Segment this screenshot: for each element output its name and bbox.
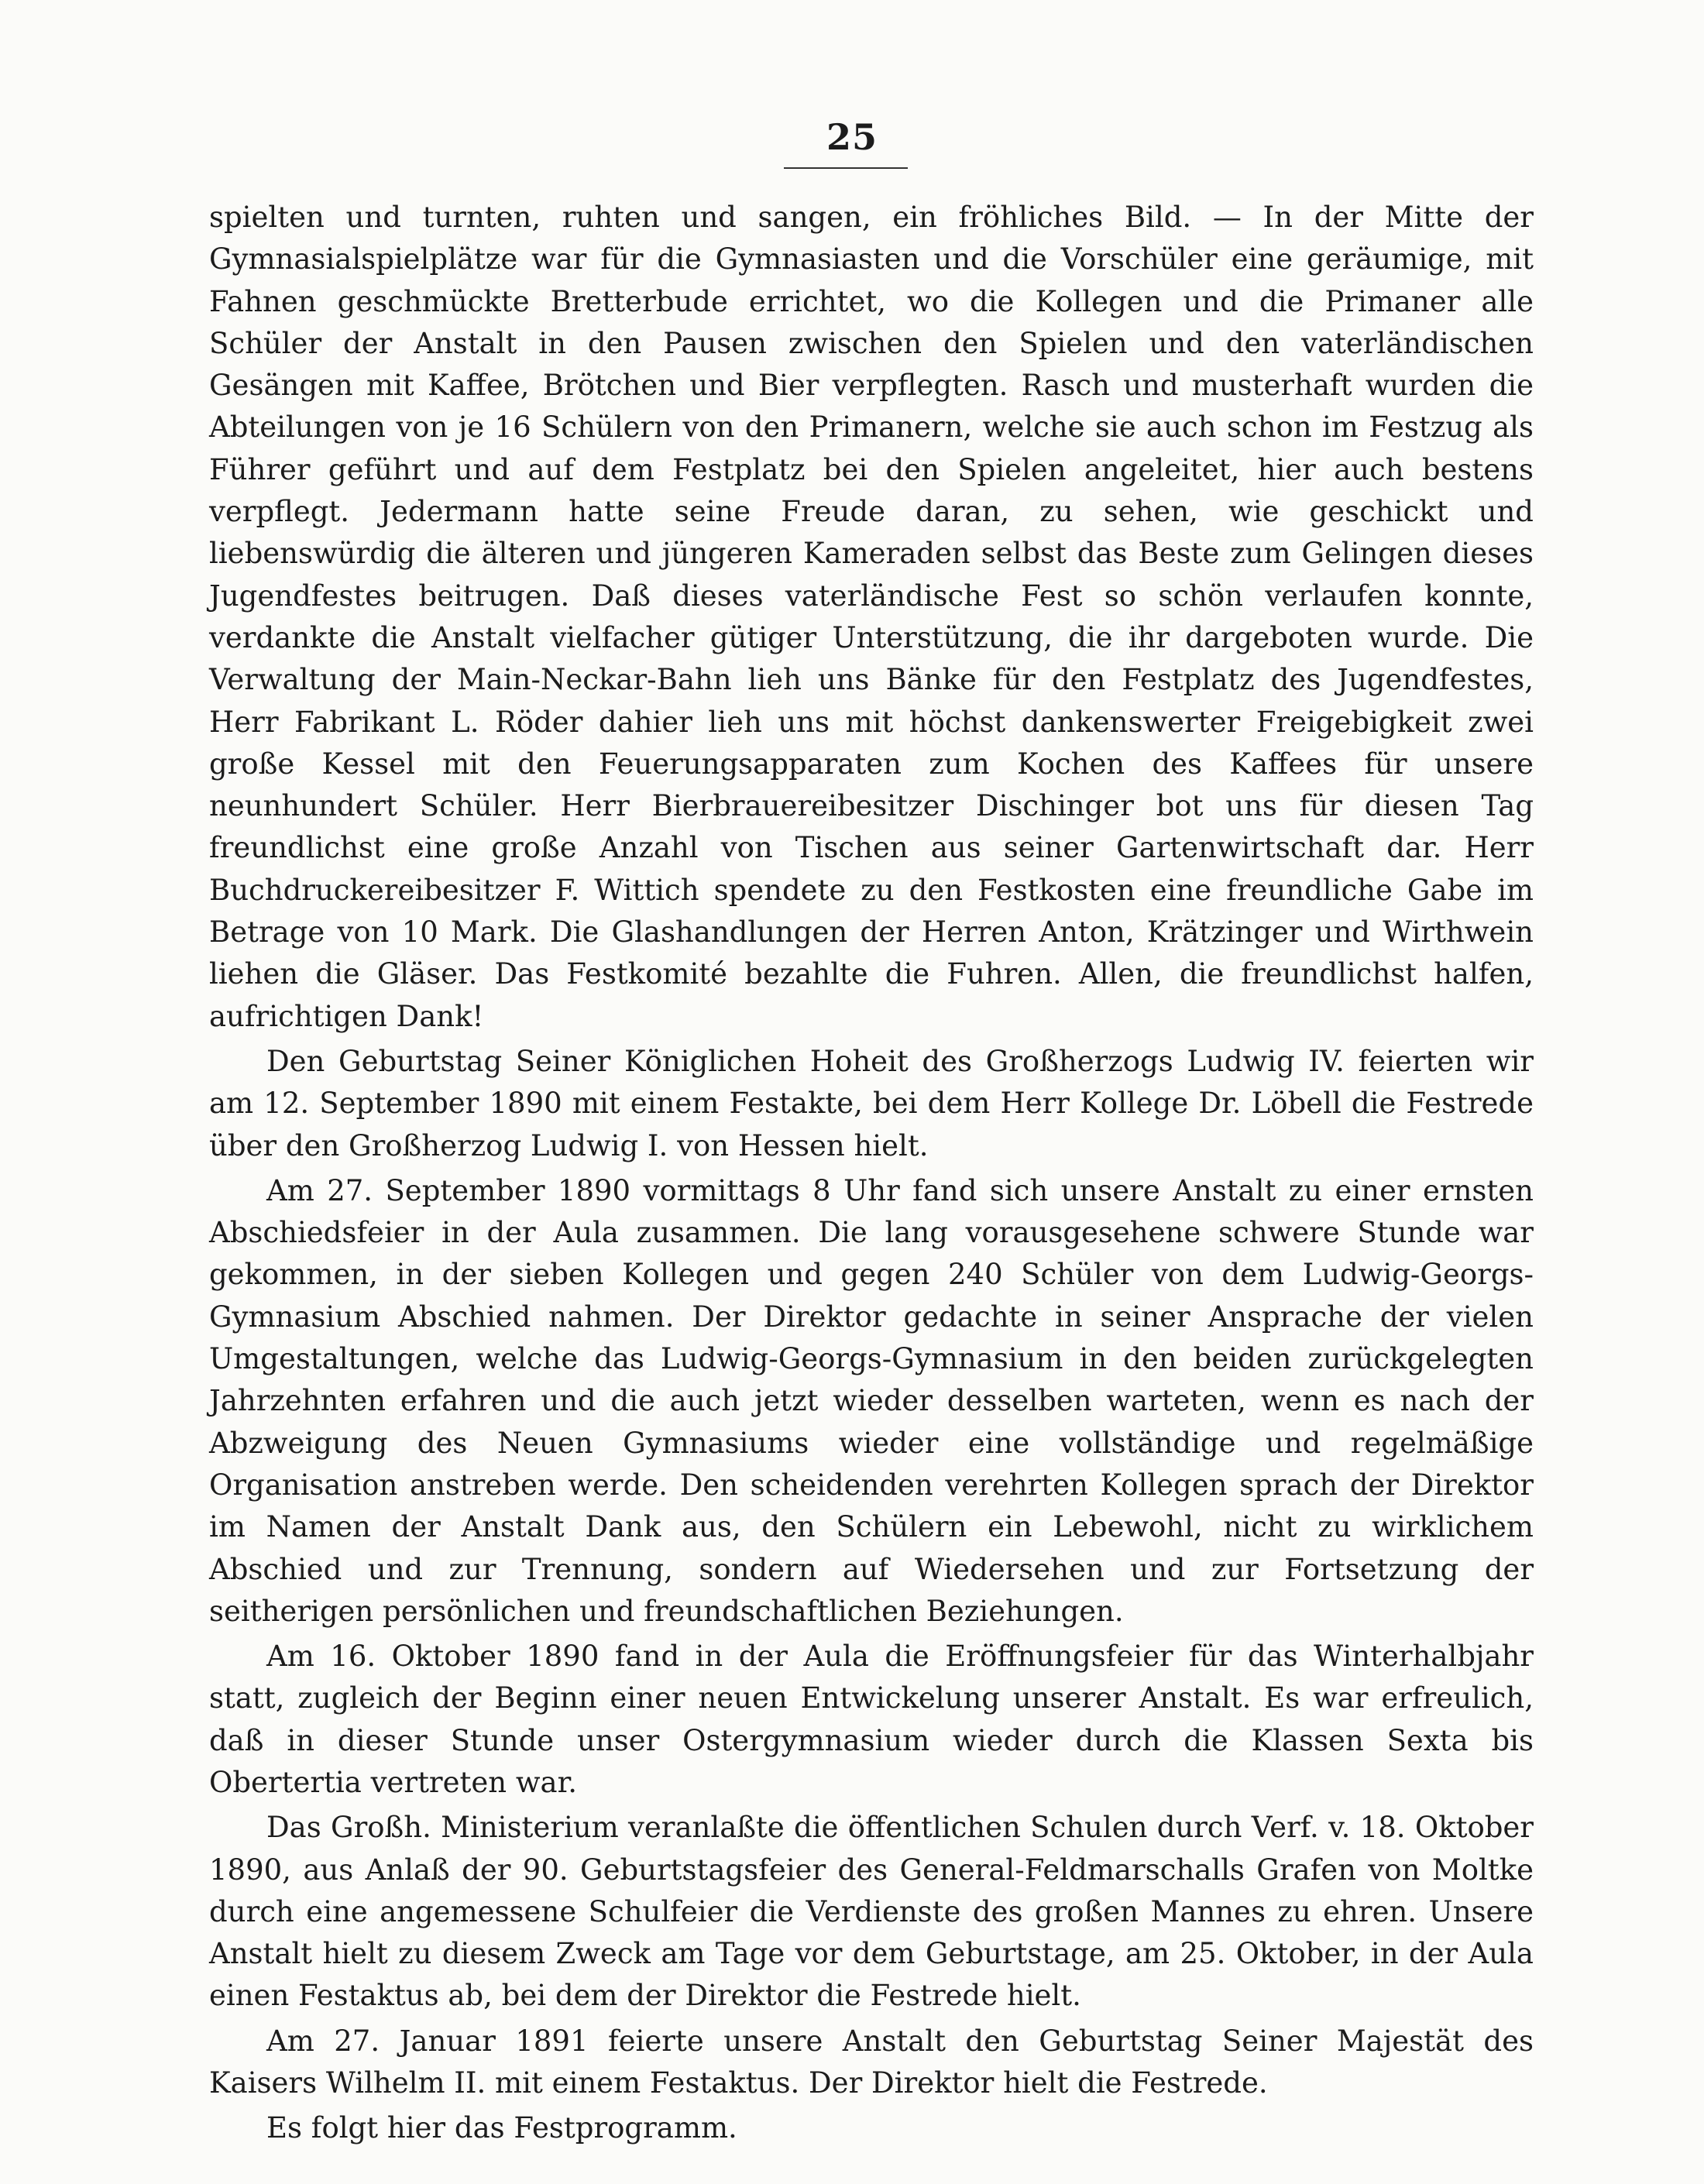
- paragraph-winter-semester-opening: Am 16. Oktober 1890 fand in der Aula die Eröffnungsfeier für das Winterhalbjahr statt, zugleich der Beginn einer neuen Entwickelung unserer Anstalt. Es war erfreulich, daß in dieser Stunde unser Ostergymnasium wieder durch die Klassen Sexta bis Obertertia vertreten war.: [209, 1640, 1534, 1799]
- page-number: 25: [826, 116, 878, 158]
- body-text: [209, 197, 1534, 2153]
- paragraph-grand-duke-birthday: Den Geburtstag Seiner Königlichen Hoheit des Großherzogs Ludwig IV. feierten wir am 12. September 1890 mit einem Festakte, bei dem Herr Kollege Dr. Löbell die Festrede über den Großherzog Ludwig I. von Hessen hielt.: [209, 1044, 1534, 1162]
- paragraph-festival-continuation: spielten und turnten, ruhten und sangen, ein fröhliches Bild. — In der Mitte der Gymnasialspielplätze war für die Gymnasiasten und die Vorschüler eine geräumige, mit Fahnen geschmückte Bretterbude errichtet, wo die Kollegen und die Primaner alle Schüler der Anstalt in den Pausen zwischen den Spielen und den vaterländischen Gesängen mit Kaffee, Brötchen und Bier verpflegten. Rasch und musterhaft wurden die Abteilungen von je 16 Schülern von den Primanern, welche sie auch schon im Festzug als Führer geführt und auf dem Festplatz bei den Spielen angeleitet, hier auch bestens verpflegt. Jedermann hatte seine Freude daran, zu sehen, wie geschickt und liebenswürdig die älteren und jüngeren Kameraden selbst das Beste zum Gelingen dieses Jugendfestes beitrugen. Daß dieses vaterländische Fest so schön verlaufen konnte, verdankte die Anstalt vielfacher gütiger Unterstützung, die ihr dargeboten wurde. Die Verwaltung der Main-Neckar-Bahn lieh uns Bänke für den Festplatz des Jugendfestes, Herr Fabrikant L. Röder dahier lieh uns mit höchst dankenswerter Freigebigkeit zwei große Kessel mit den Feuerungsapparaten zum Kochen des Kaffees für unsere neunhundert Schüler. Herr Bierbrauereibesitzer Dischinger bot uns für diesen Tag freundlichst eine große Anzahl von Tischen aus seiner Gartenwirtschaft dar. Herr Buchdruckereibesitzer F. Wittich spendete zu den Festkosten eine freundliche Gabe im Betrage von 10 Mark. Die Glashandlungen der Herren Anton, Krätzinger und Wirthwein liehen die Gläser. Das Festkomité bezahlte die Fuhren. Allen, die freundlichst halfen, aufrichtigen Dank!: [209, 201, 1534, 1033]
- paragraph-program-intro: Es folgt hier das Festprogramm.: [266, 2111, 737, 2145]
- page-number-rule: [784, 167, 908, 169]
- paragraph-farewell-ceremony: Am 27. September 1890 vormittags 8 Uhr fand sich unsere Anstalt zu einer ernsten Abschiedsfeier in der Aula zusammen. Die lang vorausgesehene schwere Stunde war gekommen, in der sieben Kollegen und gegen 240 Schüler von dem Ludwig-Georgs-Gymnasium Abschied nahmen. Der Direktor gedachte in seiner Ansprache der vielen Umgestaltungen, welche das Ludwig-Georgs-Gymnasium in den beiden zurückgelegten Jahrzehnten erfahren und die auch jetzt wieder desselben warteten, wenn es nach der Abzweigung des Neuen Gymnasiums wieder eine vollständige und regelmäßige Organisation anstreben werde. Den scheidenden verehrten Kollegen sprach der Direktor im Namen der Anstalt Dank aus, den Schülern ein Lebewohl, nicht zu wirklichem Abschied und zur Trennung, sondern auf Wiedersehen und zur Fortsetzung der seitherigen persönlichen und freundschaftlichen Beziehungen.: [209, 1173, 1534, 1628]
- paragraph-kaiser-birthday: Am 27. Januar 1891 feierte unsere Anstalt den Geburtstag Seiner Majestät des Kaisers Wilhelm II. mit einem Festaktus. Der Direktor hielt die Festrede.: [209, 2024, 1534, 2100]
- paragraph-moltke-celebration: Das Großh. Ministerium veranlaßte die öffentlichen Schulen durch Verf. v. 18. Oktober 1890, aus Anlaß der 90. Geburtstagsfeier des General-Feldmarschalls Grafen von Moltke durch eine angemessene Schulfeier die Verdienste des großen Mannes zu ehren. Unsere Anstalt hielt zu diesem Zweck am Tage vor dem Geburtstage, am 25. Oktober, in der Aula einen Festaktus ab, bei dem der Direktor die Festrede hielt.: [209, 1811, 1534, 2013]
